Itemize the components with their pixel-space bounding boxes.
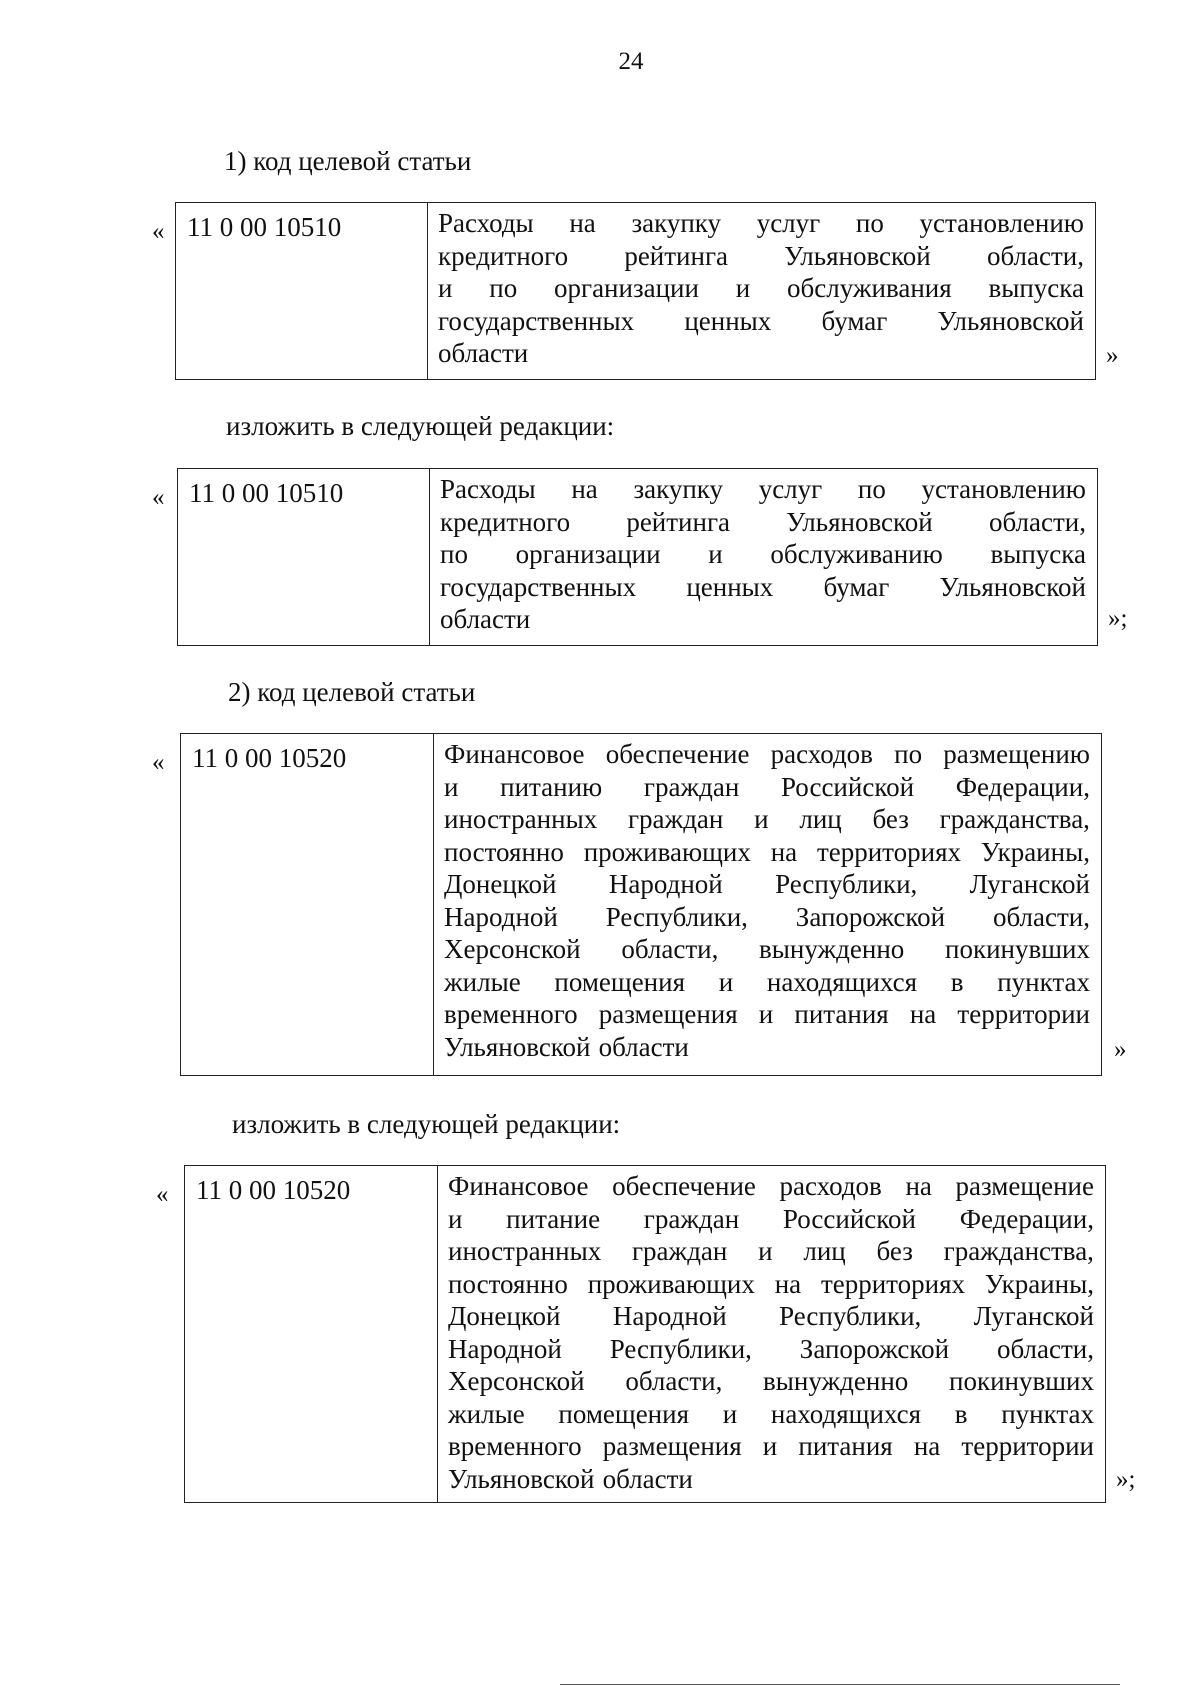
description-word: на <box>909 999 937 1029</box>
description-word: Ульяновской <box>786 506 933 537</box>
description-word: лиц <box>799 804 842 834</box>
closing-quote: »; <box>1108 605 1128 632</box>
description-line <box>448 1268 1094 1301</box>
description-word: расходов <box>779 1171 882 1201</box>
description-word: Ульяновской <box>448 1463 595 1494</box>
description-word: питания <box>794 999 889 1029</box>
description-word: Расходы <box>440 474 536 504</box>
description-word: вынужденно <box>759 934 905 964</box>
description-line <box>448 1235 1094 1268</box>
target-description <box>430 469 1096 645</box>
description-word: иностранных <box>444 804 598 834</box>
description-word: по <box>440 539 468 569</box>
description-word: услуг <box>758 474 823 504</box>
description-word: граждан <box>643 1203 740 1234</box>
description-word: размещения <box>598 999 738 1029</box>
description-word: покинувших <box>945 934 1090 964</box>
description-word: размещению <box>943 739 1090 769</box>
description-word: Донецкой <box>448 1301 561 1331</box>
closing-quote: »; <box>1116 1466 1136 1493</box>
description-line <box>438 240 1084 273</box>
description-word: и <box>448 1203 463 1234</box>
target-code: 11 0 00 10520 <box>181 734 434 1075</box>
description-word: Народной <box>612 1301 727 1331</box>
description-word: Федерации, <box>959 1203 1094 1234</box>
description-word: рейтинга <box>624 240 729 271</box>
footer-rule <box>560 1684 1120 1685</box>
description-line <box>438 337 1084 370</box>
description-word: на <box>913 1431 941 1461</box>
description-word: Республики, <box>775 869 918 899</box>
description-word: Украины, <box>984 1268 1094 1299</box>
description-word: обслуживания <box>787 273 952 303</box>
description-word: находящихся <box>770 1398 922 1429</box>
target-description <box>434 734 1100 1075</box>
description-word: и <box>444 771 459 802</box>
opening-quote: « <box>156 1181 169 1208</box>
description-word: по <box>489 273 518 303</box>
description-word: Народной <box>444 901 558 932</box>
description-word: ценных <box>684 305 772 336</box>
description-word: Донецкой <box>444 869 557 899</box>
description-word: Народной <box>608 869 723 899</box>
description-line <box>444 836 1090 869</box>
opening-quote: « <box>152 484 165 511</box>
description-word: без <box>872 804 909 834</box>
description-word: гражданства, <box>939 804 1090 834</box>
description-word: Запорожской <box>799 1333 950 1364</box>
description-line <box>448 1300 1094 1333</box>
description-word: граждан <box>643 771 740 802</box>
description-word: и <box>708 539 723 569</box>
description-word: обслуживанию <box>770 539 943 569</box>
description-word: граждан <box>627 804 724 834</box>
description-word: постоянно <box>444 836 564 867</box>
description-line <box>448 1463 1094 1496</box>
description-word: Херсонской <box>444 934 581 964</box>
code-table <box>184 1165 1106 1503</box>
description-word: на <box>905 1171 932 1201</box>
entry-old-10510 <box>152 202 1152 382</box>
description-word: территориях <box>820 1268 965 1299</box>
description-word: Ульяновской <box>939 571 1086 602</box>
description-word: области, <box>986 240 1084 271</box>
description-word: установлению <box>919 208 1084 238</box>
description-word: проживающих <box>583 836 751 867</box>
description-line <box>444 901 1090 934</box>
description-word: области, <box>625 1366 723 1396</box>
description-word: государственных <box>438 305 635 336</box>
description-word: лиц <box>803 1236 846 1266</box>
description-line <box>448 1398 1094 1431</box>
description-word: и <box>735 273 751 303</box>
description-word: области <box>598 1031 689 1062</box>
description-word: по <box>894 739 923 769</box>
description-word: Республики, <box>605 901 748 932</box>
description-word: обеспечение <box>612 1171 756 1201</box>
description-line <box>448 1203 1094 1236</box>
description-word: Финансовое <box>448 1171 589 1201</box>
description-word: территориях <box>816 836 961 867</box>
description-word: питанию <box>500 771 603 802</box>
description-word: рейтинга <box>626 506 731 537</box>
description-word: Народной <box>448 1333 562 1364</box>
code-table <box>175 202 1096 380</box>
description-word: и <box>758 1236 773 1266</box>
description-line <box>438 305 1084 338</box>
description-word: и <box>758 999 774 1029</box>
description-word: Украины, <box>980 836 1090 867</box>
description-word: и <box>718 966 734 997</box>
description-word: области, <box>992 901 1090 932</box>
section1-heading: 1) код целевой статьи <box>224 146 472 176</box>
description-word: пунктах <box>997 966 1090 997</box>
description-word: Федерации, <box>955 771 1090 802</box>
description-word: организации <box>515 539 661 569</box>
description-word: Российской <box>780 771 915 802</box>
description-line <box>440 538 1086 571</box>
description-word: Ульяновской <box>937 305 1084 336</box>
description-word: питания <box>798 1431 893 1461</box>
description-word: и <box>438 273 453 303</box>
code-table <box>180 733 1102 1076</box>
description-word: области <box>602 1463 693 1494</box>
description-word: в <box>950 966 964 997</box>
section1-instruction: изложить в следующей редакции: <box>226 411 615 441</box>
description-word: на <box>774 1268 802 1299</box>
entry-new-10520 <box>156 1165 1156 1505</box>
description-word: по <box>855 208 884 238</box>
description-word: гражданства, <box>943 1236 1094 1266</box>
description-word: области, <box>996 1333 1094 1364</box>
description-word: размещение <box>955 1171 1094 1201</box>
description-word: территории <box>957 999 1090 1029</box>
description-line <box>444 966 1090 999</box>
closing-quote: » <box>1114 1036 1127 1063</box>
description-line <box>444 803 1090 836</box>
description-word: и <box>754 804 769 834</box>
description-word: на <box>770 836 798 867</box>
description-word: и <box>722 1398 738 1429</box>
description-word: бумаг <box>823 571 890 602</box>
description-line <box>440 571 1086 604</box>
description-word: организации <box>554 273 699 303</box>
description-word: Ульяновской <box>444 1031 591 1062</box>
description-word: постоянно <box>448 1268 568 1299</box>
description-line <box>440 603 1086 636</box>
description-word: граждан <box>631 1236 728 1266</box>
description-word: жилые <box>444 966 521 997</box>
description-word: размещения <box>602 1431 742 1461</box>
page-number: 24 <box>618 48 644 75</box>
description-word: государственных <box>440 571 637 602</box>
description-line <box>440 473 1086 506</box>
description-word: выпуска <box>988 273 1084 303</box>
description-word: Луганской <box>969 869 1090 899</box>
entry-new-10510 <box>152 468 1152 648</box>
target-description <box>438 1166 1104 1502</box>
description-word: области, <box>621 934 719 964</box>
target-code: 11 0 00 10520 <box>185 1166 438 1502</box>
description-line <box>448 1365 1094 1398</box>
description-line <box>444 933 1090 966</box>
description-word: расходов <box>770 739 873 769</box>
description-word: без <box>876 1236 913 1266</box>
section2-heading: 2) код целевой статьи <box>228 677 476 707</box>
section2-instruction: изложить в следующей редакции: <box>232 1109 621 1139</box>
description-line <box>448 1333 1094 1366</box>
description-line <box>448 1430 1094 1463</box>
description-word: услуг <box>756 208 821 238</box>
description-word: и <box>762 1431 778 1461</box>
description-line <box>444 771 1090 804</box>
description-word: области <box>438 338 529 368</box>
description-word: помещения <box>554 966 686 997</box>
description-word: бумаг <box>821 305 888 336</box>
description-line <box>440 506 1086 539</box>
description-line <box>444 738 1090 771</box>
description-word: кредитного <box>440 506 571 537</box>
description-word: иностранных <box>448 1236 602 1266</box>
description-word: обеспечение <box>605 739 750 769</box>
closing-quote: » <box>1106 342 1119 369</box>
description-line <box>444 1031 1090 1064</box>
description-word: Финансовое <box>444 739 585 769</box>
description-word: территории <box>961 1431 1094 1461</box>
description-word: выпуска <box>990 539 1086 569</box>
entry-old-10520 <box>152 733 1152 1077</box>
description-word: Расходы <box>438 208 534 238</box>
code-table <box>177 468 1098 646</box>
description-word: Луганской <box>973 1301 1094 1331</box>
description-line <box>438 272 1084 305</box>
description-word: в <box>954 1398 968 1429</box>
opening-quote: « <box>152 749 165 776</box>
description-word: на <box>571 474 598 504</box>
description-word: ценных <box>686 571 774 602</box>
description-word: Херсонской <box>448 1366 585 1396</box>
description-word: области, <box>988 506 1086 537</box>
description-line <box>448 1170 1094 1203</box>
description-word: Российской <box>782 1203 916 1234</box>
description-line <box>444 998 1090 1031</box>
target-code: 11 0 00 10510 <box>176 203 428 379</box>
description-word: пунктах <box>1001 1398 1094 1429</box>
description-word: помещения <box>558 1398 690 1429</box>
description-word: закупку <box>631 208 722 238</box>
description-word: закупку <box>633 474 724 504</box>
description-word: области <box>440 604 531 634</box>
description-word: Республики, <box>609 1333 752 1364</box>
description-word: установлению <box>921 474 1086 504</box>
description-word: временного <box>448 1431 582 1461</box>
opening-quote: « <box>152 218 165 245</box>
target-code: 11 0 00 10510 <box>178 469 430 645</box>
description-word: Запорожской <box>795 901 946 932</box>
description-word: Республики, <box>779 1301 922 1331</box>
description-word: по <box>857 474 886 504</box>
description-line <box>444 868 1090 901</box>
description-word: вынужденно <box>763 1366 909 1396</box>
description-word: питание <box>506 1203 601 1234</box>
description-word: временного <box>444 999 578 1029</box>
description-word: кредитного <box>438 240 569 271</box>
description-line <box>438 207 1084 240</box>
description-word: на <box>569 208 596 238</box>
description-word: находящихся <box>766 966 918 997</box>
description-word: жилые <box>448 1398 525 1429</box>
description-word: проживающих <box>587 1268 755 1299</box>
description-word: покинувших <box>949 1366 1094 1396</box>
target-description <box>428 203 1094 379</box>
description-word: Ульяновской <box>784 240 931 271</box>
